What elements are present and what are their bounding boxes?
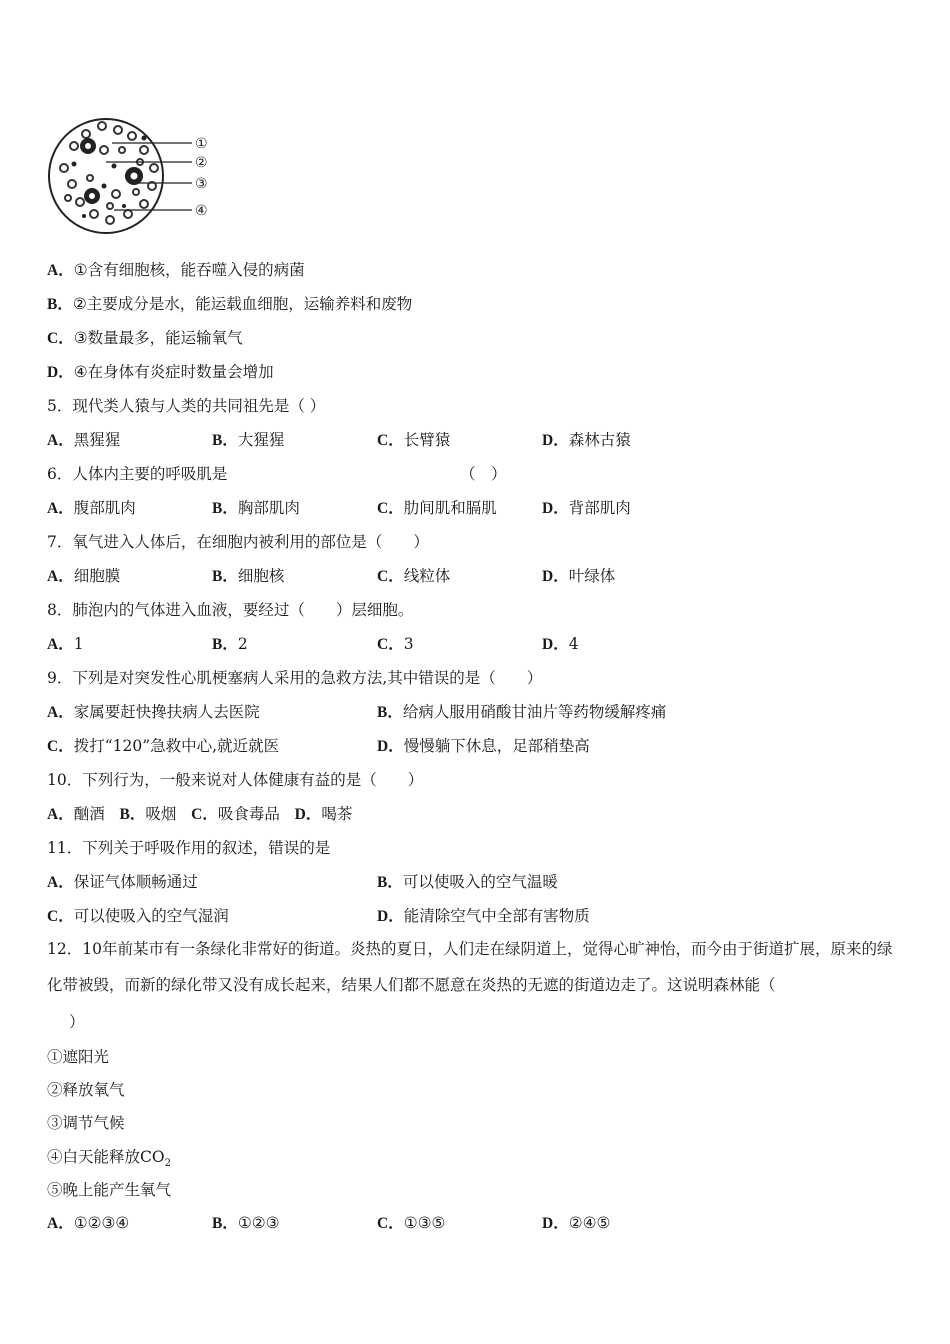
option-text: ①含有细胞核，能吞噬入侵的病菌 <box>73 261 305 279</box>
q10-options <box>47 804 352 825</box>
figure-marker-1: ① <box>195 136 208 152</box>
q11-stem: 11．下列关于呼吸作用的叙述，错误的是 <box>47 839 331 857</box>
option-text: ④在身体有炎症时数量会增加 <box>73 363 274 381</box>
q10-stem: 10．下列行为，一般来说对人体健康有益的是（ ） <box>47 771 424 789</box>
blood-smear-illustration <box>44 106 219 246</box>
q5-option-d: D．森林古猿 <box>542 431 631 449</box>
q11-option-d: D．能清除空气中全部有害物质 <box>377 907 590 925</box>
co2-subscript: 2 <box>164 1158 171 1170</box>
q5-option-b: B．大猩猩 <box>212 431 285 449</box>
q4-option-d <box>47 362 274 383</box>
option-letter: C． <box>47 330 74 347</box>
q7-option-d: D．叶绿体 <box>542 567 616 585</box>
q12-item-4 <box>47 1147 171 1174</box>
q5-option-a: A．黑猩猩 <box>47 431 121 449</box>
q7-option-b: B．细胞核 <box>212 567 285 585</box>
q12-option-c: C．①③⑤ <box>377 1214 446 1232</box>
q10-option-d: D．喝茶 <box>294 805 353 823</box>
option-letter: B． <box>47 296 73 313</box>
q6-option-c: C．肋间肌和膈肌 <box>377 499 497 517</box>
figure-marker-2: ② <box>195 155 208 171</box>
q12-option-d: D．②④⑤ <box>542 1214 611 1232</box>
q5-option-c: C．长臂猿 <box>377 431 451 449</box>
q7-stem: 7．氧气进入人体后，在细胞内被利用的部位是（ ） <box>47 533 429 551</box>
q9-option-a: A．家属要赶快搀扶病人去医院 <box>47 703 260 721</box>
q9-stem: 9．下列是对突发性心肌梗塞病人采用的急救方法,其中错误的是（ ） <box>47 669 543 687</box>
q6-option-d: D．背部肌肉 <box>542 499 631 517</box>
q10-option-b: B．吸烟 <box>119 805 177 823</box>
option-letter: A． <box>47 262 74 279</box>
option-text: ②主要成分是水，能运载血细胞，运输养料和废物 <box>72 295 413 313</box>
figure-marker-3: ③ <box>195 176 208 192</box>
q10-option-c: C．吸食毒品 <box>191 805 280 823</box>
q4-option-c <box>47 328 243 349</box>
q12-item-2: ②释放氧气 <box>47 1081 125 1099</box>
figure-marker-4: ④ <box>195 203 208 219</box>
q12-stem: 12．10年前某市有一条绿化非常好的街道。炎热的夏日，人们走在绿阴道上，觉得心旷神怡，而今由于街道扩展，原来的绿化带被毁，而新的绿化带又没有成长起来，结果人们都不愿意在炎热的无遮的街道边走了。这说明森林能（ <box>47 940 893 994</box>
q12-option-b: B．①②③ <box>212 1214 280 1232</box>
q8-option-a: A．1 <box>47 635 84 653</box>
q9-option-b: B．给病人服用硝酸甘油片等药物缓解疼痛 <box>377 703 667 721</box>
q9-option-c: C．拨打“120”急救中心,就近就医 <box>47 737 280 755</box>
option-text: ③数量最多，能运输氧气 <box>73 329 243 347</box>
q11-option-c: C．可以使吸入的空气湿润 <box>47 907 229 925</box>
q9-option-d: D．慢慢躺下休息，足部稍垫高 <box>377 737 590 755</box>
q12-item-5: ⑤晚上能产生氧气 <box>47 1181 172 1199</box>
q11-option-a: A．保证气体顺畅通过 <box>47 873 198 891</box>
q6-stem-line <box>47 464 907 484</box>
blood-cell-figure <box>44 106 219 246</box>
q5-stem: 5．现代类人猿与人类的共同祖先是（ ） <box>47 397 326 415</box>
q4-option-a <box>47 260 305 281</box>
q12-item-3: ③调节气候 <box>47 1114 125 1132</box>
q7-option-a: A．细胞膜 <box>47 567 121 585</box>
q8-stem: 8．肺泡内的气体进入血液，要经过（ ）层细胞。 <box>47 601 414 619</box>
q6-option-a: A．腹部肌肉 <box>47 499 136 517</box>
q12-item-1: ①遮阳光 <box>47 1048 110 1066</box>
q7-option-c: C．线粒体 <box>377 567 451 585</box>
q8-option-b: B．2 <box>212 635 248 653</box>
q8-option-c: C．3 <box>377 635 414 653</box>
option-letter: D． <box>47 364 74 381</box>
q4-option-b <box>47 294 412 315</box>
q6-blank: （ ） <box>460 465 507 483</box>
q6-stem: 6．人体内主要的呼吸肌是 <box>47 465 228 483</box>
q6-option-b: B．胸部肌肉 <box>212 499 300 517</box>
q8-option-d: D．4 <box>542 635 579 653</box>
q12-stem-end: ） <box>69 1013 85 1031</box>
q12-item-4-text: ④白天能释放CO <box>47 1148 165 1166</box>
q10-option-a: A．酗酒 <box>47 805 105 823</box>
q12-option-a: A．①②③④ <box>47 1214 130 1232</box>
q11-option-b: B．可以使吸入的空气温暖 <box>377 873 558 891</box>
